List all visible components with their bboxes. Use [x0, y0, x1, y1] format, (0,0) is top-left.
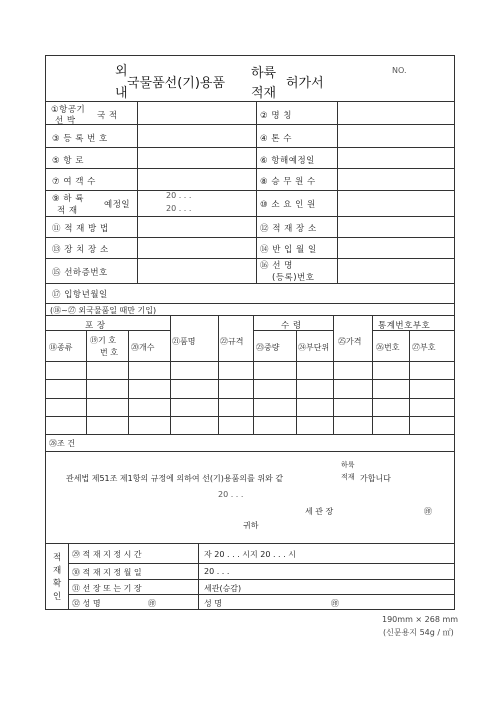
grid-line — [45, 283, 455, 284]
field-label-loading-place: ⑫ 적 재 장 소 — [260, 224, 317, 234]
field-label-bl-number: ⑮ 선하증번호 — [52, 268, 108, 278]
col-mark-number: 번 호 — [100, 348, 118, 357]
loading-time-label: ㉙ 적 재 지 정 시 간 — [72, 550, 142, 559]
grid-line — [45, 398, 455, 399]
grid-line — [68, 543, 69, 610]
name-label: ㉜ 성 명 — [72, 599, 101, 608]
customs-officer: 세관(승감) — [204, 584, 242, 593]
col-unit: ㉔부단위 — [298, 343, 330, 352]
grid-line — [45, 434, 455, 435]
field-label-ship-name: ⑯ 선 명 — [260, 261, 293, 271]
col-price: ㉕가격 — [338, 337, 362, 346]
grid-line — [45, 258, 455, 259]
field-label-storage-place: ⑬ 장 치 장 소 — [52, 245, 109, 255]
grid-line — [45, 147, 455, 148]
confirm-side-2: 재 — [53, 566, 62, 576]
field-label-scheduled-date: 예정일 — [104, 200, 131, 210]
grid-line — [128, 330, 129, 434]
customs-director: 세 관 장 — [305, 507, 334, 516]
field-label-crew: ⑧ 승 무 원 수 — [260, 177, 316, 187]
grid-line — [137, 101, 138, 283]
field-label-passengers: ⑦ 여 객 수 — [52, 177, 96, 187]
condition-label: ㉘조 건 — [49, 439, 75, 448]
grid-line — [333, 315, 334, 434]
confirm-side-3: 확 — [53, 579, 62, 589]
grid-line — [256, 101, 257, 283]
grid-line — [372, 315, 373, 434]
field-label-aircraft: ①항공기 — [51, 105, 86, 115]
header-packaging: 포 장 — [85, 321, 106, 331]
grid-line — [45, 303, 455, 304]
grid-line — [218, 315, 219, 434]
paper-weight: (신문용지 54g / ㎡) — [383, 628, 454, 637]
captain-label: ㉛ 선 장 또 는 기 장 — [72, 584, 142, 593]
header-quantity: 수 령 — [281, 321, 302, 331]
col-number: ㉖번호 — [376, 343, 400, 352]
grid-line — [198, 543, 199, 610]
grid-line — [296, 330, 297, 434]
field-label-vessel: 선 박 — [55, 116, 76, 126]
loading-date-value: 20 . . . — [204, 567, 230, 576]
title-main: 국물품선(기)용품 — [127, 76, 226, 91]
col-spec: ㉒규격 — [220, 337, 244, 346]
statement-end: 가합니다 — [360, 474, 391, 483]
grid-line — [45, 124, 455, 125]
grid-line — [170, 315, 171, 434]
grid-line — [45, 361, 455, 362]
statement-unload: 하륙 — [341, 461, 355, 469]
confirm-side-4: 인 — [53, 592, 62, 602]
field-label-reg-number: (등록)번호 — [272, 273, 315, 283]
seal-icon: ㊞ — [331, 599, 339, 608]
grid-line — [86, 330, 87, 434]
title-suffix-bottom: 적재 — [251, 86, 277, 101]
field-label-tonnage: ④ 톤 수 — [260, 134, 292, 144]
col-count: ⑳개수 — [131, 343, 155, 352]
field-label-nationality: 국 적 — [97, 111, 118, 121]
confirm-side-1: 적 — [53, 553, 62, 563]
field-label-loading-method: ⑪ 적 재 방 법 — [52, 224, 109, 234]
grid-line — [45, 379, 455, 380]
seal-icon: ㊞ — [148, 599, 156, 608]
grid-line — [45, 190, 455, 191]
paper-size: 190mm × 268 mm — [382, 615, 459, 624]
title-prefix-bottom: 내 — [115, 86, 128, 101]
field-label-import-date: ⑭ 반 입 월 일 — [260, 245, 317, 255]
officer-name-label: 성 명 — [204, 599, 222, 608]
title-suffix-top: 하륙 — [251, 66, 277, 81]
foreign-goods-note: (⑱~㉗ 외국물품일 때만 기입) — [50, 306, 157, 315]
seal-icon: ㊞ — [424, 507, 432, 516]
field-label-load: 적 재 — [57, 206, 78, 216]
col-item-name: ㉑품명 — [172, 337, 196, 346]
title-prefix-top: 외 — [115, 64, 128, 79]
field-label-voyage-date: ⑥ 항해예정일 — [260, 156, 315, 166]
grid-line — [45, 237, 455, 238]
field-label-arrival-date: ⑰ 입항년월일 — [52, 290, 108, 300]
issue-date: 20 . . . — [218, 490, 244, 499]
col-code: ㉗부호 — [412, 343, 436, 352]
statement-load: 적재 — [341, 473, 355, 481]
grid-line — [337, 101, 338, 283]
grid-line — [68, 579, 455, 580]
header-statistics: 통계번호부호 — [378, 321, 431, 331]
field-label-unload: ⑨ 하 륙 — [52, 194, 84, 204]
title-end: 허가서 — [286, 76, 324, 91]
col-weight: ㉓중량 — [256, 343, 280, 352]
form-number-label: NO. — [392, 66, 407, 75]
loading-date-label: ㉚ 적 재 지 정 월 일 — [72, 568, 142, 577]
grid-line — [253, 315, 254, 434]
recipient: 귀하 — [243, 521, 259, 530]
grid-line — [45, 451, 455, 452]
field-label-route: ⑤ 항 로 — [52, 156, 84, 166]
grid-line — [45, 543, 455, 544]
field-label-name: ② 명 칭 — [260, 111, 292, 121]
col-type: ⑱종류 — [49, 343, 73, 352]
grid-line — [68, 563, 455, 564]
scheduled-date-1: 20 . . . — [166, 191, 192, 200]
grid-line — [45, 330, 170, 331]
grid-line — [45, 416, 455, 417]
col-mark: ⑲기 호 — [90, 336, 116, 345]
loading-time-value: 자 20 . . . 시지 20 . . . 시 — [204, 550, 296, 559]
grid-line — [68, 594, 455, 595]
grid-line — [45, 101, 455, 102]
grid-line — [45, 216, 455, 217]
grid-line — [409, 330, 410, 434]
legal-statement: 관세법 제51조 제1항의 규정에 의하여 선(기)용품의를 위와 같 — [66, 474, 284, 483]
grid-line — [45, 168, 455, 169]
field-label-registration-no: ③ 등 록 번 호 — [52, 134, 108, 144]
field-label-required-staff: ⑩ 소 요 인 원 — [260, 200, 316, 210]
scheduled-date-2: 20 . . . — [166, 204, 192, 213]
